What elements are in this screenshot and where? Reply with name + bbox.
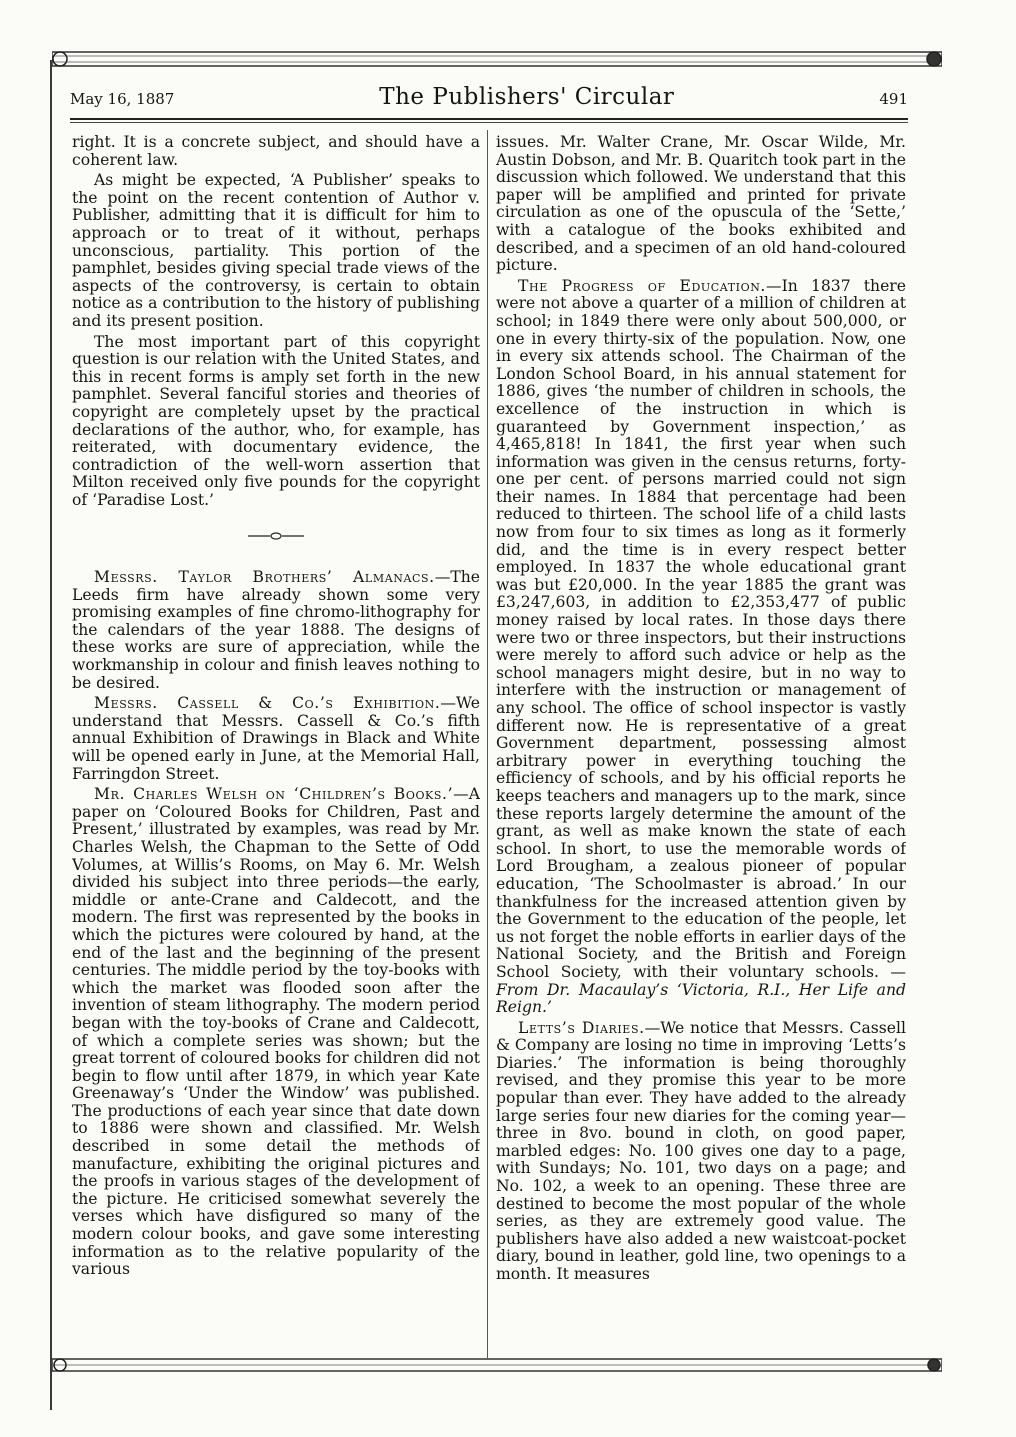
article-source: From Dr. Macaulay’s ‘Victoria, R.I., Her Life and Reign.’	[496, 980, 906, 1017]
running-header	[70, 84, 908, 120]
left-column	[72, 134, 480, 1356]
right-column	[496, 134, 906, 1356]
article-body: —In 1837 there were not above a quarter of a million of children at school; in 1849 there were only about 500,000, or one in every thirty-six of the population. Now, one in every six attends school. The Chairman of the London School Board, in his annual statement for 1886, gives ‘the number of children in schools, the excellence of the instruction in which is guaranteed by Government inspection,’ as 4,465,818! In 1841, the first year when such information was given in the census returns, forty-one per cent. of persons married could not sign their names. In 1884 that percentage had been reduced to thirteen. The school life of a child lasts now from four to six times as long as it formerly did, and the time is in every respect better employed. In 1837 the whole educational grant was but £20,000. In the year 1885 the grant was £3,247,603, in addition to £2,353,477 of public money raised by local rates. In those days there were two or three inspectors, but their instructions were merely to afford such advice or help as the school managers might desire, but in no way to interfere with the instruction or management of any school. The office of school inspector is vastly different now. He is representative of a great Government department, possessing almost arbitrary power in everything touching the efficiency of schools, and by his official reports he keeps teachers and managers up to the mark, since these reports largely determine the amount of the grant, as well as make known the state of each school. In short, to use the memorable words of Lord Brougham, a zealous pioneer of popular education, ‘The Schoolmaster is abroad.’ In our thankfulness for the increased attention given by the Government to the education of the people, let us not forget the noble efforts in earlier days of the National Society, and the British and Foreign School Society, with their voluntary schools. —	[496, 276, 906, 981]
section-ornament	[72, 520, 480, 552]
article-heading: Mr. Charles Welsh on ‘Children’s Books.’	[94, 785, 454, 804]
article-cassell-exhibition	[72, 695, 480, 783]
column-divider	[487, 130, 488, 1358]
article-heading: Letts’s Diaries.	[518, 1018, 645, 1037]
paragraph: As might be expected, ‘A Publisher’ speaks to the point on the recent contention of Author v. Publisher, admitting that it is difficult for him to approach or to treat of it without, perhaps unconscious, partiality. This portion of the pamphlet, besides giving special trade views of the aspects of the controversy, is certain to obtain notice as a contribution to the history of publishing and its present position.	[72, 171, 480, 330]
publication-title: The Publishers' Circular	[379, 84, 675, 110]
article-body: —We understand that Messrs. Cassell & Co.’s fifth annual Exhibition of Drawings in Black and White will be opened early in June, at the Memorial Hall, Farringdon Street.	[72, 694, 480, 783]
article-body: —The Leeds firm have already shown some very promising examples of fine chromo-lithography for the calendars of the year 1888. The designs of these works are sure of appreciation, while the workmanship in colour and finish leaves nothing to be desired.	[72, 568, 480, 692]
paragraph: right. It is a concrete subject, and should have a coherent law.	[72, 134, 480, 169]
article-heading: Messrs. Cassell & Co.’s Exhibition.	[94, 694, 441, 713]
issue-date: May 16, 1887	[70, 90, 175, 108]
left-margin-line	[50, 60, 52, 1410]
bottom-ornamental-border	[52, 1356, 942, 1376]
article-letts-diaries	[496, 1020, 906, 1284]
article-heading: The Progress of Education.	[518, 276, 766, 295]
article-body: —A paper on ‘Coloured Books for Children, Past and Present,’ illustrated by examples, was read by Mr. Charles Welsh, the Chapman to the Sette of Odd Volumes, at Willis’s Rooms, on May 6. Mr. Welsh divided his subject into three periods—the early, middle or ante-Crane and Caldecott, and the modern. The first was represented by the books in which the pictures were coloured by hand, at the end of the last and the beginning of the present centuries. The middle period by the toy-books with which the market was flooded soon after the invention of steam lithography. The modern period began with the toy-books of Crane and Caldecott, of which a complete series was shown; but the great torrent of coloured books for children did not begin to flow until after 1879, in which year Kate Greenaway’s ‘Under the Window’ was published. The productions of each year since that date down to 1886 were shown and classified. Mr. Welsh described in some detail the methods of manufacture, exhibiting the original pictures and the proofs in various stages of the development of the picture. He criticised somewhat severely the verses which have disfigured so many of the modern colour books, and gave some interesting information as to the relative popularity of the various	[72, 785, 480, 1279]
article-heading: Messrs. Taylor Brothers’ Almanacs.	[94, 568, 435, 587]
article-childrens-books	[72, 786, 480, 1279]
paragraph: issues. Mr. Walter Crane, Mr. Oscar Wilde, Mr. Austin Dobson, and Mr. B. Quaritch took part in the discussion which followed. We understand that this paper will be amplified and printed for private circulation as one of the opuscula of the ‘Sette,’ with a catalogue of the books exhibited and described, and a specimen of an old hand-coloured picture.	[496, 134, 906, 275]
top-ornamental-border	[52, 48, 942, 72]
article-body: —We notice that Messrs. Cassell & Company are losing no time in improving ‘Letts’s Diaries.’ The information is being thoroughly revised, and they promise this year to be more popular than ever. They have added to the already large series four new diaries for the coming year—three in 8vo. bound in cloth, on good paper, marbled edges: No. 100 gives one day to a page, with Sundays; No. 101, two days on a page; and No. 102, a week to an opening. These three are destined to become the most popular of the whole series, as they are extremely good value. The publishers have also added a new waistcoat-pocket diary, bound in leather, gold line, two openings to a month. It measures	[496, 1018, 906, 1283]
article-education	[496, 278, 906, 1017]
header-rule	[70, 122, 908, 123]
page-number: 491	[879, 90, 908, 108]
article-almanacs	[72, 569, 480, 692]
paragraph: The most important part of this copyright question is our relation with the United States, and this in recent forms is amply set forth in the new pamphlet. Several fanciful stories and theories of copyright are completely upset by the practical declarations of the author, who, for example, has reiterated, with documentary evidence, the contradiction of the well-worn assertion that Milton received only five pounds for the copyright of ‘Paradise Lost.’	[72, 332, 480, 509]
